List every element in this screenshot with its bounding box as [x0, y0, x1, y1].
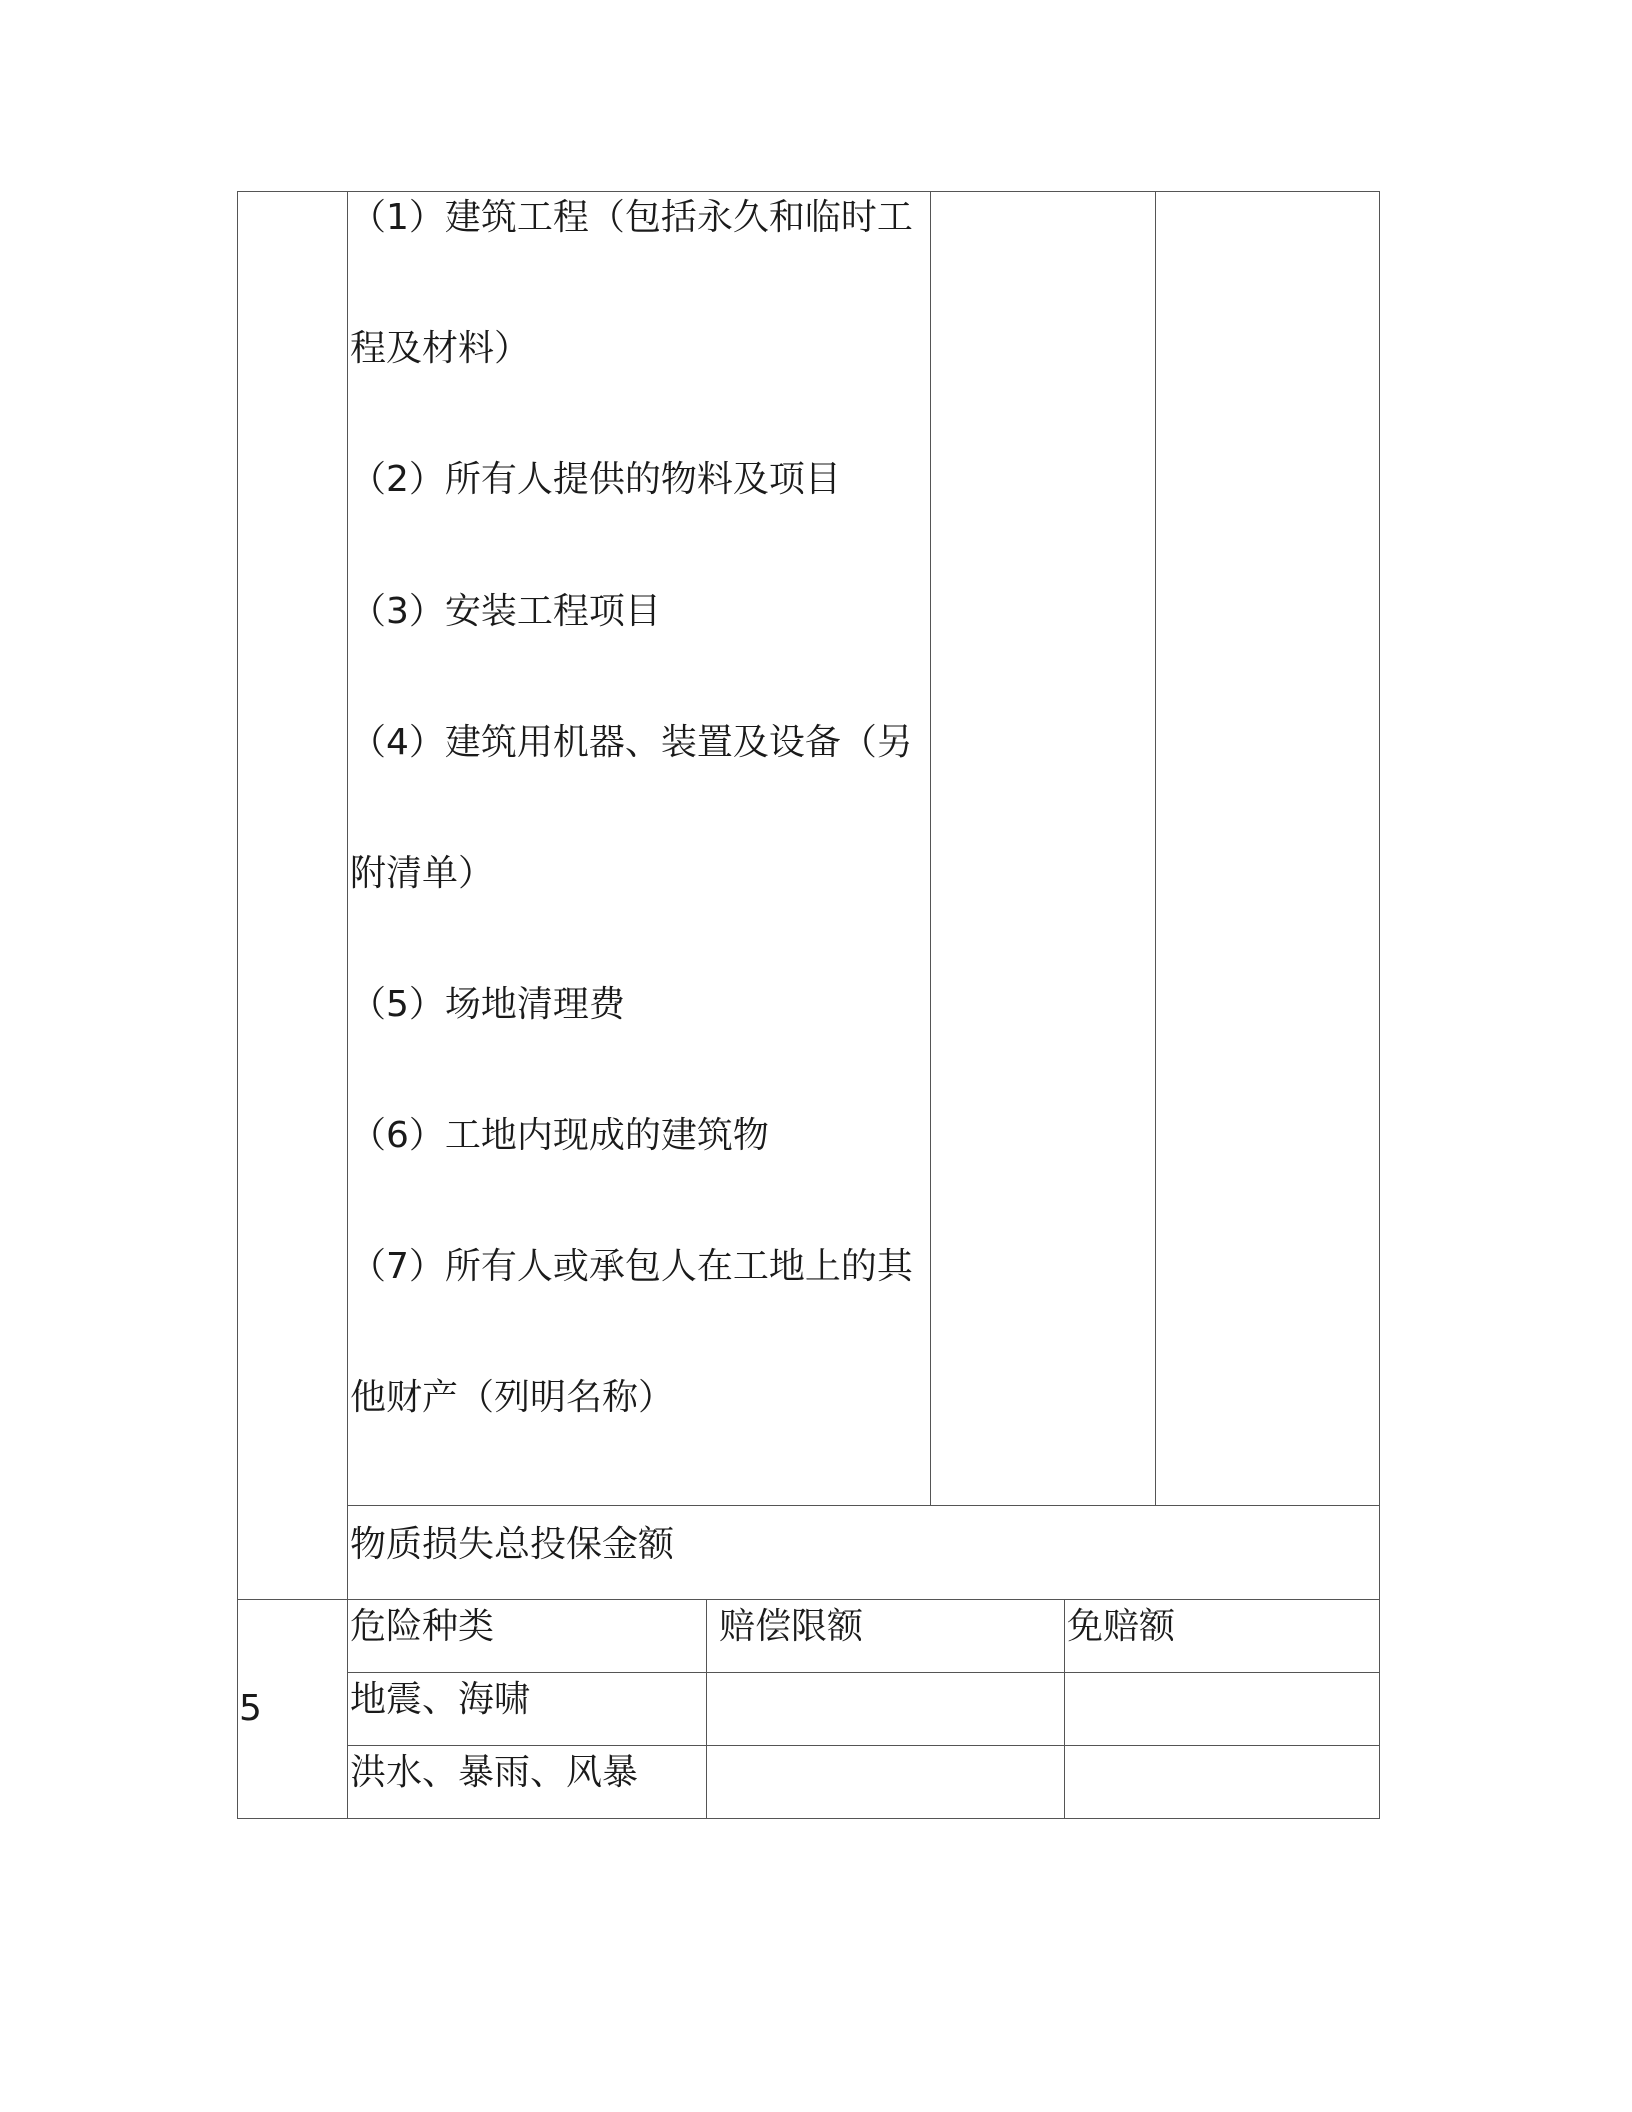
col-divider-coverage: [930, 191, 931, 1506]
coverage-item-7: （7）所有人或承包人在工地上的其: [350, 1246, 913, 1287]
risk-row-flood: 洪水、暴雨、风暴: [350, 1752, 639, 1793]
table-border-bottom: [237, 1818, 1380, 1819]
coverage-item-1: （1）建筑工程（包括永久和临时工: [350, 197, 913, 238]
section-number: 5: [239, 1688, 262, 1729]
row-divider-section5: [237, 1599, 1380, 1600]
coverage-item-2: （2）所有人提供的物料及项目: [350, 459, 841, 500]
coverage-item-3: （3）安装工程项目: [350, 591, 661, 632]
total-insured-amount-label: 物质损失总投保金额: [350, 1524, 675, 1565]
col-divider-number: [347, 191, 348, 1819]
row-divider-earthquake: [347, 1745, 1380, 1746]
col-divider-amount: [1155, 191, 1156, 1506]
header-deductible: 免赔额: [1067, 1606, 1176, 1647]
row-divider-total: [347, 1505, 1380, 1506]
col-divider-risk: [706, 1599, 707, 1819]
coverage-item-4: （4）建筑用机器、装置及设备（另: [350, 722, 913, 763]
col-divider-limit: [1064, 1599, 1065, 1819]
table-border-right: [1379, 191, 1380, 1819]
coverage-item-4-cont: 附清单）: [350, 853, 495, 894]
row-divider-header: [347, 1672, 1380, 1673]
table-border-top: [237, 191, 1380, 192]
coverage-item-5: （5）场地清理费: [350, 984, 625, 1025]
risk-row-earthquake: 地震、海啸: [350, 1679, 531, 1720]
coverage-item-6: （6）工地内现成的建筑物: [350, 1115, 769, 1156]
coverage-item-1-cont: 程及材料）: [350, 328, 531, 369]
coverage-item-7-cont: 他财产（列明名称）: [350, 1377, 675, 1418]
table-border-left: [237, 191, 238, 1819]
header-compensation-limit: 赔偿限额: [719, 1606, 864, 1647]
header-risk-type: 危险种类: [350, 1606, 495, 1647]
